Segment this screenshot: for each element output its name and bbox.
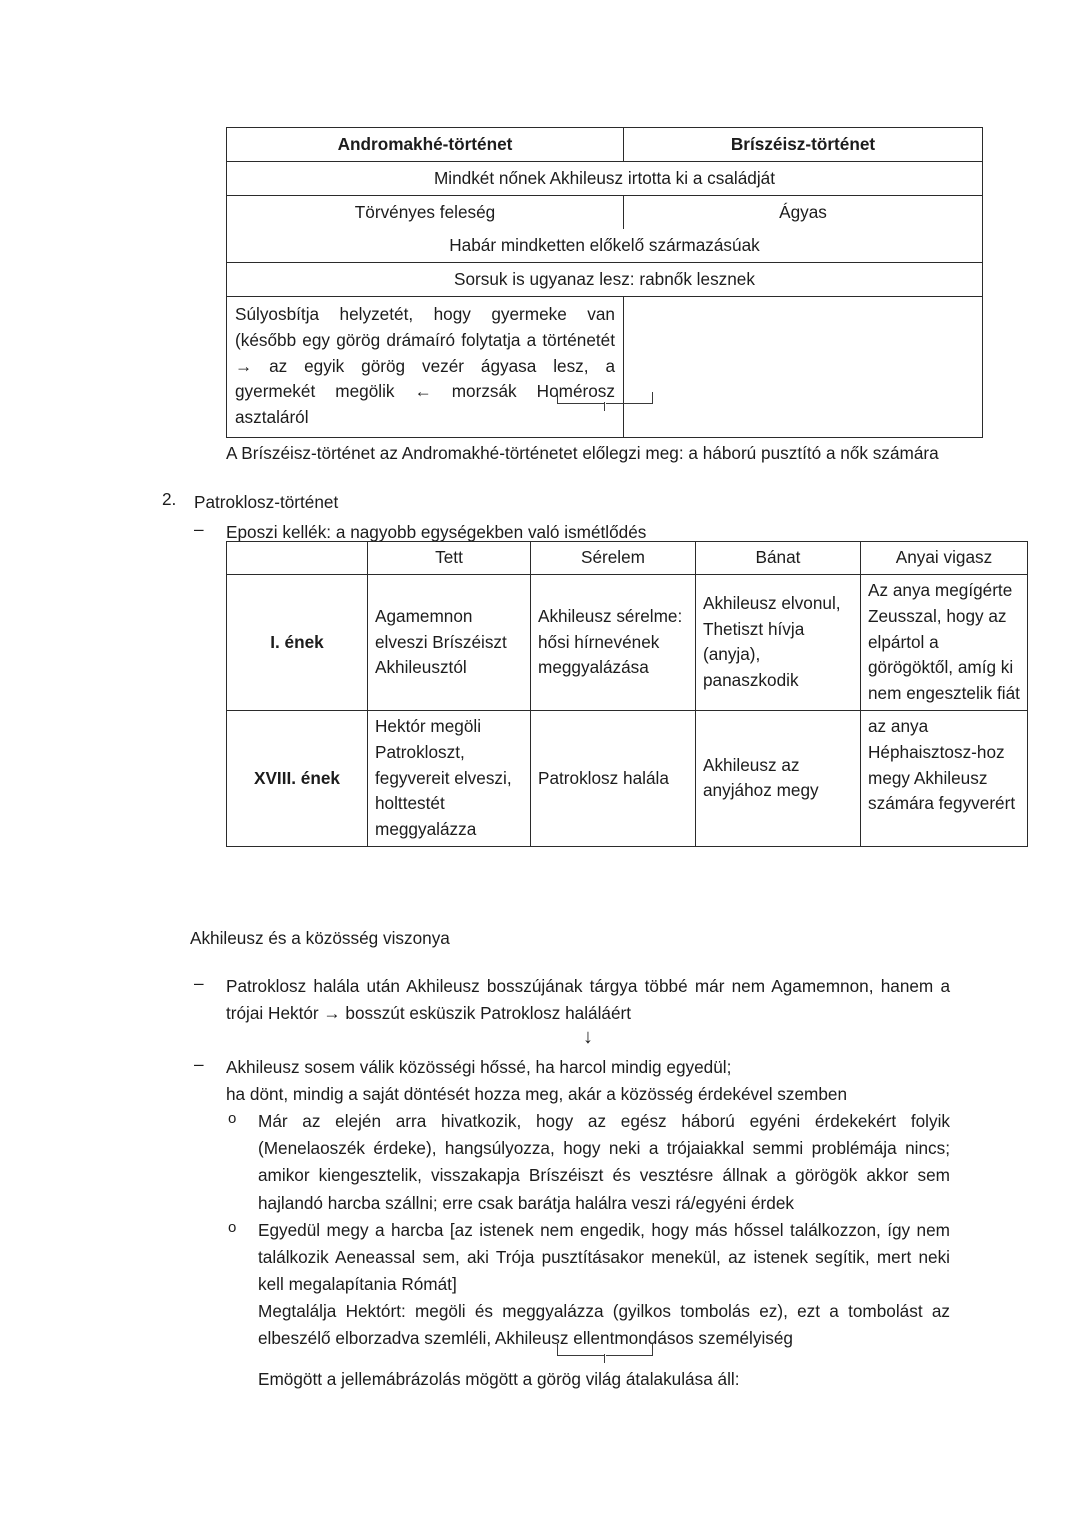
heading-akhileusz-kozosseg: Akhileusz és a közösség viszonya	[190, 928, 450, 948]
table2-row2-anyai-vigasz: az anya Héphaisztosz-hoz megy Akhileusz számára fegyverért	[861, 710, 1028, 846]
table2-header-tett: Tett	[368, 542, 531, 575]
brace-right-arm	[606, 392, 653, 404]
table1-row1-span: Mindkét nőnek Akhileusz irtotta ki a családját	[227, 162, 983, 196]
dash-marker-bullet2: –	[194, 1054, 204, 1074]
table-row	[227, 162, 983, 196]
brace-stem	[604, 402, 605, 411]
circle-marker-subbullet1: o	[228, 1110, 237, 1127]
table1-header-right: Bríszéisz-történet	[624, 128, 983, 162]
table1-row5-right	[624, 297, 983, 438]
table2-header-serelem: Sérelem	[531, 542, 696, 575]
paragraph-briszeisz-summary: A Bríszéisz-történet az Andromakhé-történetet előlegzi meg: a háború pusztító a nők számára	[226, 443, 939, 463]
subbullet-egyedul-harcba: Egyedül megy a harcba [az istenek nem engedik, hogy más hőssel találkozzon, így nem találkozik Aeneassal sem, aki Trója pusztításakor menekül, az istenek segítik, mert neki kell megalapítania Rómát]	[258, 1220, 950, 1295]
bullet-patroklosz-bosszu: Patroklosz halála után Akhileusz bosszújának tárgya többé már nem Agamemnon, hanem a trójai Hektór → bosszút esküszik Patroklosz haláláért	[226, 976, 950, 1024]
table1-row2-left: Törvényes feleség	[227, 196, 624, 230]
table-row	[227, 263, 983, 297]
table2-row2-banat: Akhileusz az anyjához megy	[696, 710, 861, 846]
list-item-patroklosz-tortenet: Patroklosz-történet	[194, 492, 339, 512]
enek-comparison-table	[226, 541, 1028, 847]
table2-header-blank	[227, 542, 368, 575]
table2-row2-label: XVIII. ének	[227, 710, 368, 846]
table-row	[227, 575, 1028, 711]
table2-header-banat: Bánat	[696, 542, 861, 575]
brace-right-arm	[606, 1344, 653, 1356]
table2-row1-anyai-vigasz: Az anya megígérte Zeusszal, hogy az elpártol a görögöktől, amíg ki nem engesztelik fiát	[861, 575, 1028, 711]
dash-marker-eposzi: –	[194, 519, 204, 539]
table1-row4-span: Sorsuk is ugyanaz lesz: rabnők lesznek	[227, 263, 983, 297]
table1-row5-left: Súlyosbítja helyzetét, hogy gyermeke van (később egy görög drámaíró folytatja a történetét → az egyik görög vezér ágyasa lesz, a gyermekét megölik ← morzsák Homérosz asztaláról	[227, 297, 624, 438]
table-row	[227, 196, 983, 230]
table-row	[227, 229, 983, 263]
table2-header-anyai-vigasz: Anyai vigasz	[861, 542, 1028, 575]
table-row	[227, 542, 1028, 575]
dash-marker-bullet1: –	[194, 973, 204, 993]
table2-row1-label: I. ének	[227, 575, 368, 711]
brace-left-arm	[557, 1344, 604, 1356]
subbullet-megtalalja-hektort: Megtalálja Hektórt: megöli és meggyalázza (gyilkos tombolás ez), ezt a tombolást az elbeszélő elborzadva szemléli, Akhileusz ellentmondásos személyiség	[258, 1301, 950, 1349]
circle-marker-subbullet2: o	[228, 1219, 237, 1236]
brace-left-arm	[557, 392, 604, 404]
table2-row2-serelem: Patroklosz halála	[531, 710, 696, 846]
closing-line-gorog-vilag: Emögött a jellemábrázolás mögött a görög világ átalakulása áll:	[258, 1369, 740, 1389]
table-row	[227, 297, 983, 438]
table2-row2-tett: Hektór megöli Patrokloszt, fegyvereit elveszi, holttestét meggyalázza	[368, 710, 531, 846]
arrow-down-icon: ↓	[583, 1026, 593, 1048]
subitem-eposzi-kellek: Eposzi kellék: a nagyobb egységekben való ismétlődés	[226, 522, 647, 542]
subbullet-egyeni-erdek: Már az elején arra hivatkozik, hogy az egész háború egyéni érdekekért folyik (Menelaoszék érdeke), hangsúlyozza, hogy neki a trójaiakkal semmi problémája nincs; amikor kiengesztelik, visszakapja Bríszéiszt és vesztésre állnak a görögök akkor sem hajlandó harcba szállni; erre csak barátja halálra veszi rá/egyéni érdek	[258, 1111, 950, 1213]
table1-row2-right: Ágyas	[624, 196, 983, 230]
brace-stem	[604, 1354, 605, 1363]
table-row	[227, 710, 1028, 846]
table2-row1-tett: Agamemnon elveszi Bríszéiszt Akhileusztól	[368, 575, 531, 711]
table1-header-left: Andromakhé-történet	[227, 128, 624, 162]
bullet-akhileusz-dontes: ha dönt, mindig a saját döntését hozza meg, akár a közösség érdekével szemben	[226, 1084, 848, 1104]
table1-row3-span: Habár mindketten előkelő származásúak	[227, 229, 983, 263]
brace-marker-closing	[557, 1344, 653, 1362]
table2-row1-serelem: Akhileusz sérelme: hősi hírnevének meggyalázása	[531, 575, 696, 711]
bullet-akhileusz-kozossegi-hos: Akhileusz sosem válik közösségi hőssé, ha harcol mindig egyedül;	[226, 1057, 732, 1077]
list-number-2: 2.	[162, 489, 177, 509]
brace-marker	[557, 392, 653, 410]
table-row	[227, 128, 983, 162]
table2-row1-banat: Akhileusz elvonul, Thetiszt hívja (anyja), panaszkodik	[696, 575, 861, 711]
